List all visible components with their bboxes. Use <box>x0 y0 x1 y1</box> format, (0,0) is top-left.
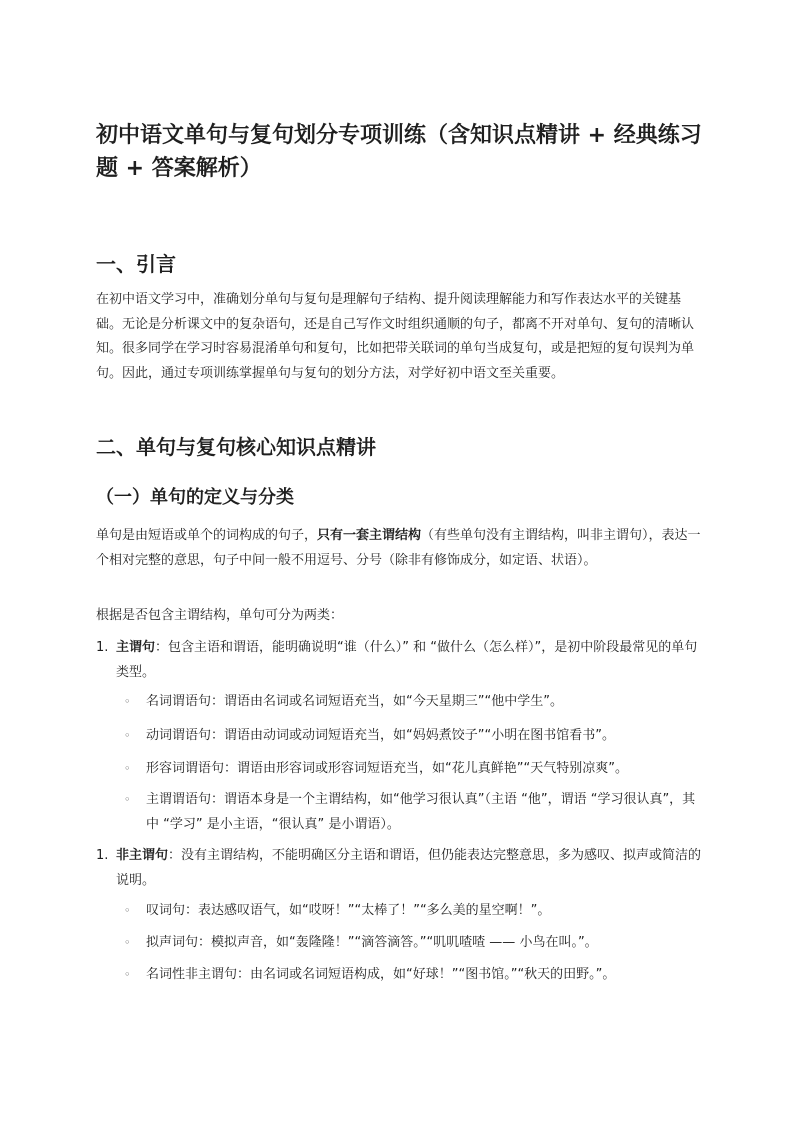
list-item-label: 非主谓句 <box>116 848 169 863</box>
page-title: 初中语文单句与复句划分专项训练（含知识点精讲 + 经典练习题 + 答案解析） <box>96 123 702 181</box>
list-item-label: 主谓句 <box>116 640 156 655</box>
sub-list-item-text: 名词谓语句：谓语由名词或名词短语充当，如“今天星期三”“他中学生”。 <box>146 694 563 709</box>
list-item-text: ：包含主语和谓语，能明确说明“谁（什么）” 和 “做什么（怎么样）”，是初中阶段最常见的单句类型。 <box>116 640 698 680</box>
intro-paragraph: 在初中语文学习中，准确划分单句与复句是理解句子结构、提升阅读理解能力和写作表达水平的关键基础。无论是分析课文中的复杂语句，还是自己写作文时组织通顺的句子，都离不开对单句、复句的清晰认知。很多同学在学习时容易混淆单句和复句，比如把带关联词的单句当成复句，或是把短的复句误判为单句。因此，通过专项训练掌握单句与复句的划分方法，对学好初中语文至关重要。 <box>96 292 695 381</box>
sub-list-item <box>124 690 706 715</box>
bullet-icon: ◦ <box>124 695 131 708</box>
sub-list-item <box>124 788 706 837</box>
bullet-icon: ◦ <box>124 968 131 981</box>
sub-list-item-text: 形容词谓语句：谓语由形容词或形容词短语充当，如“花儿真鲜艳”“天气特别凉爽”。 <box>146 761 628 776</box>
definition-text-post: （有些单句没有主谓结构，叫非主谓句），表达一个相对完整的意思，句子中间一般不用逗号、分号（除非有修饰成分，如定语、状语）。 <box>96 528 701 568</box>
section-heading-knowledge: 二、单句与复句核心知识点精讲 <box>96 435 376 459</box>
sub-list-item <box>124 899 706 924</box>
bullet-icon: ◦ <box>124 793 131 806</box>
classification-intro: 根据是否包含主谓结构，单句可分为两类： <box>96 608 344 623</box>
sub-list-item-text: 名词性非主谓句：由名词或名词短语构成，如“好球！”“图书馆。”“秋天的田野。”。 <box>146 967 616 982</box>
list-item-text: ：没有主谓结构，不能明确区分主语和谓语，但仍能表达完整意思，多为感叹、拟声或简洁的说明。 <box>116 848 702 888</box>
sub-list-item-text: 动词谓语句：谓语由动词或动词短语充当，如“妈妈煮饺子”“小明在图书馆看书”。 <box>146 728 615 743</box>
sub-list-item-text: 拟声词句：模拟声音，如“轰隆隆！”“滴答滴答。”“叽叽喳喳 —— 小鸟在叫。”。 <box>146 935 598 950</box>
sub-list-item <box>124 963 706 988</box>
bullet-icon: ◦ <box>124 904 131 917</box>
sub-list-item <box>124 757 706 782</box>
sub-list-item <box>124 931 706 956</box>
list-item-number: 1. <box>96 848 109 863</box>
bullet-icon: ◦ <box>124 762 131 775</box>
list-item <box>96 844 702 893</box>
sub-list-item-text: 叹词句：表达感叹语气，如“哎呀！”“太棒了！”“多么美的星空啊！”。 <box>146 903 551 918</box>
bullet-icon: ◦ <box>124 729 131 742</box>
subsection-heading-simple-sentence: （一）单句的定义与分类 <box>96 487 294 508</box>
list-item-number: 1. <box>96 640 109 655</box>
definition-text-pre: 单句是由短语或单个的词构成的句子， <box>96 528 318 543</box>
section-heading-intro: 一、引言 <box>96 252 176 276</box>
definition-paragraph <box>96 524 706 573</box>
list-item <box>96 636 702 685</box>
sub-list-item-text: 主谓谓语句：谓语本身是一个主谓结构，如“他学习很认真”（主语 “他”，谓语 “学习很认真”，其中 “学习” 是小主语，“很认真” 是小谓语）。 <box>146 792 696 832</box>
sub-list-item <box>124 724 706 749</box>
definition-emphasis: 只有一套主谓结构 <box>317 528 422 543</box>
bullet-icon: ◦ <box>124 936 131 949</box>
